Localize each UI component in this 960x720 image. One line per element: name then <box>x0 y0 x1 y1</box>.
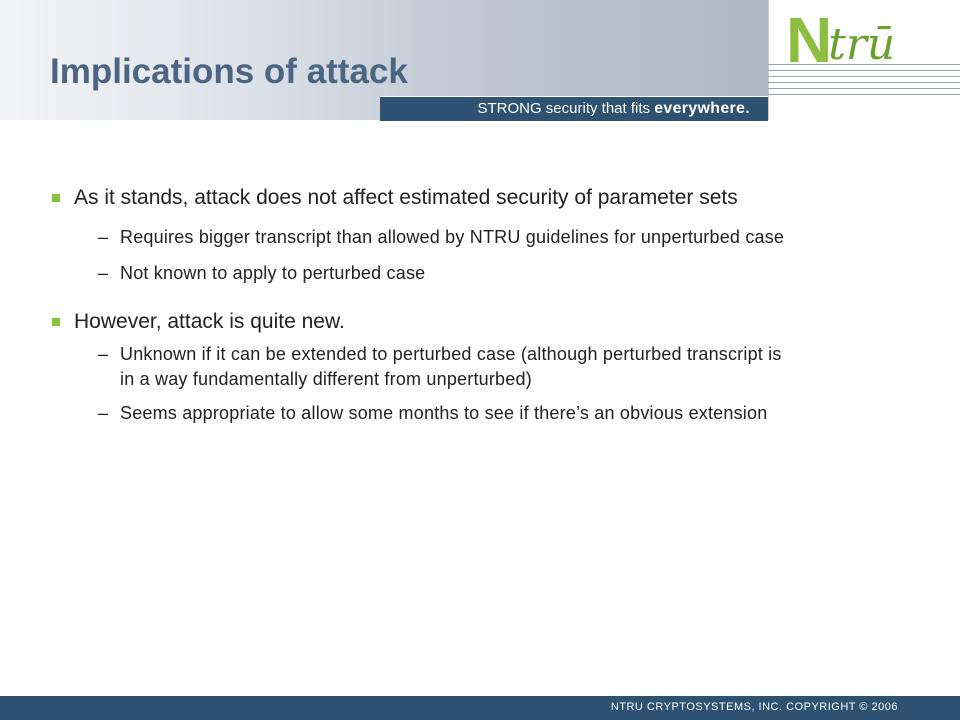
tagline-bar <box>380 96 768 121</box>
footer-bar <box>0 696 960 720</box>
dash-marker: – <box>98 344 109 364</box>
sub-bullet <box>50 401 790 426</box>
sub-bullet-text: Requires bigger transcript than allowed by NTRU guidelines for unperturbed case <box>120 227 785 247</box>
tagline-prefix: STRONG security that fits <box>477 100 655 117</box>
tagline-emphasis: everywhere. <box>654 100 750 117</box>
slide-title: Implications of attack <box>50 52 408 91</box>
bullet-square-icon <box>52 194 60 202</box>
bullet-item <box>50 184 790 286</box>
sub-bullet-text: Not known to apply to perturbed case <box>120 263 426 283</box>
slide-content <box>50 184 790 426</box>
bullet-text-2 <box>50 308 790 336</box>
tagline <box>477 100 750 118</box>
sub-bullet-text: Unknown if it can be extended to perturbed case (although perturbed transcript is in a way fundamentally different from unperturbed) <box>120 344 782 389</box>
sub-bullet <box>50 225 790 250</box>
dash-marker: – <box>98 263 109 283</box>
bullet-label: As it stands, attack does not affect estimated security of parameter sets <box>74 186 738 209</box>
logo-letter-n: N <box>786 4 829 76</box>
bullet-square-icon <box>52 318 60 326</box>
copyright-text: NTRU CRYPTOSYSTEMS, INC. COPYRIGHT © 2006 <box>610 701 898 713</box>
dash-marker: – <box>98 403 109 423</box>
bullet-item <box>50 308 790 426</box>
sub-bullet-text: Seems appropriate to allow some months to see if there’s an obvious extension <box>120 403 768 423</box>
bullet-label: However, attack is quite new. <box>74 310 345 333</box>
sub-bullet <box>50 261 790 286</box>
sub-bullet <box>50 342 790 392</box>
ntru-logo <box>786 4 896 76</box>
dash-marker: – <box>98 227 109 247</box>
logo-letters-tru: trū <box>828 19 896 70</box>
bullet-text-1 <box>50 184 790 212</box>
